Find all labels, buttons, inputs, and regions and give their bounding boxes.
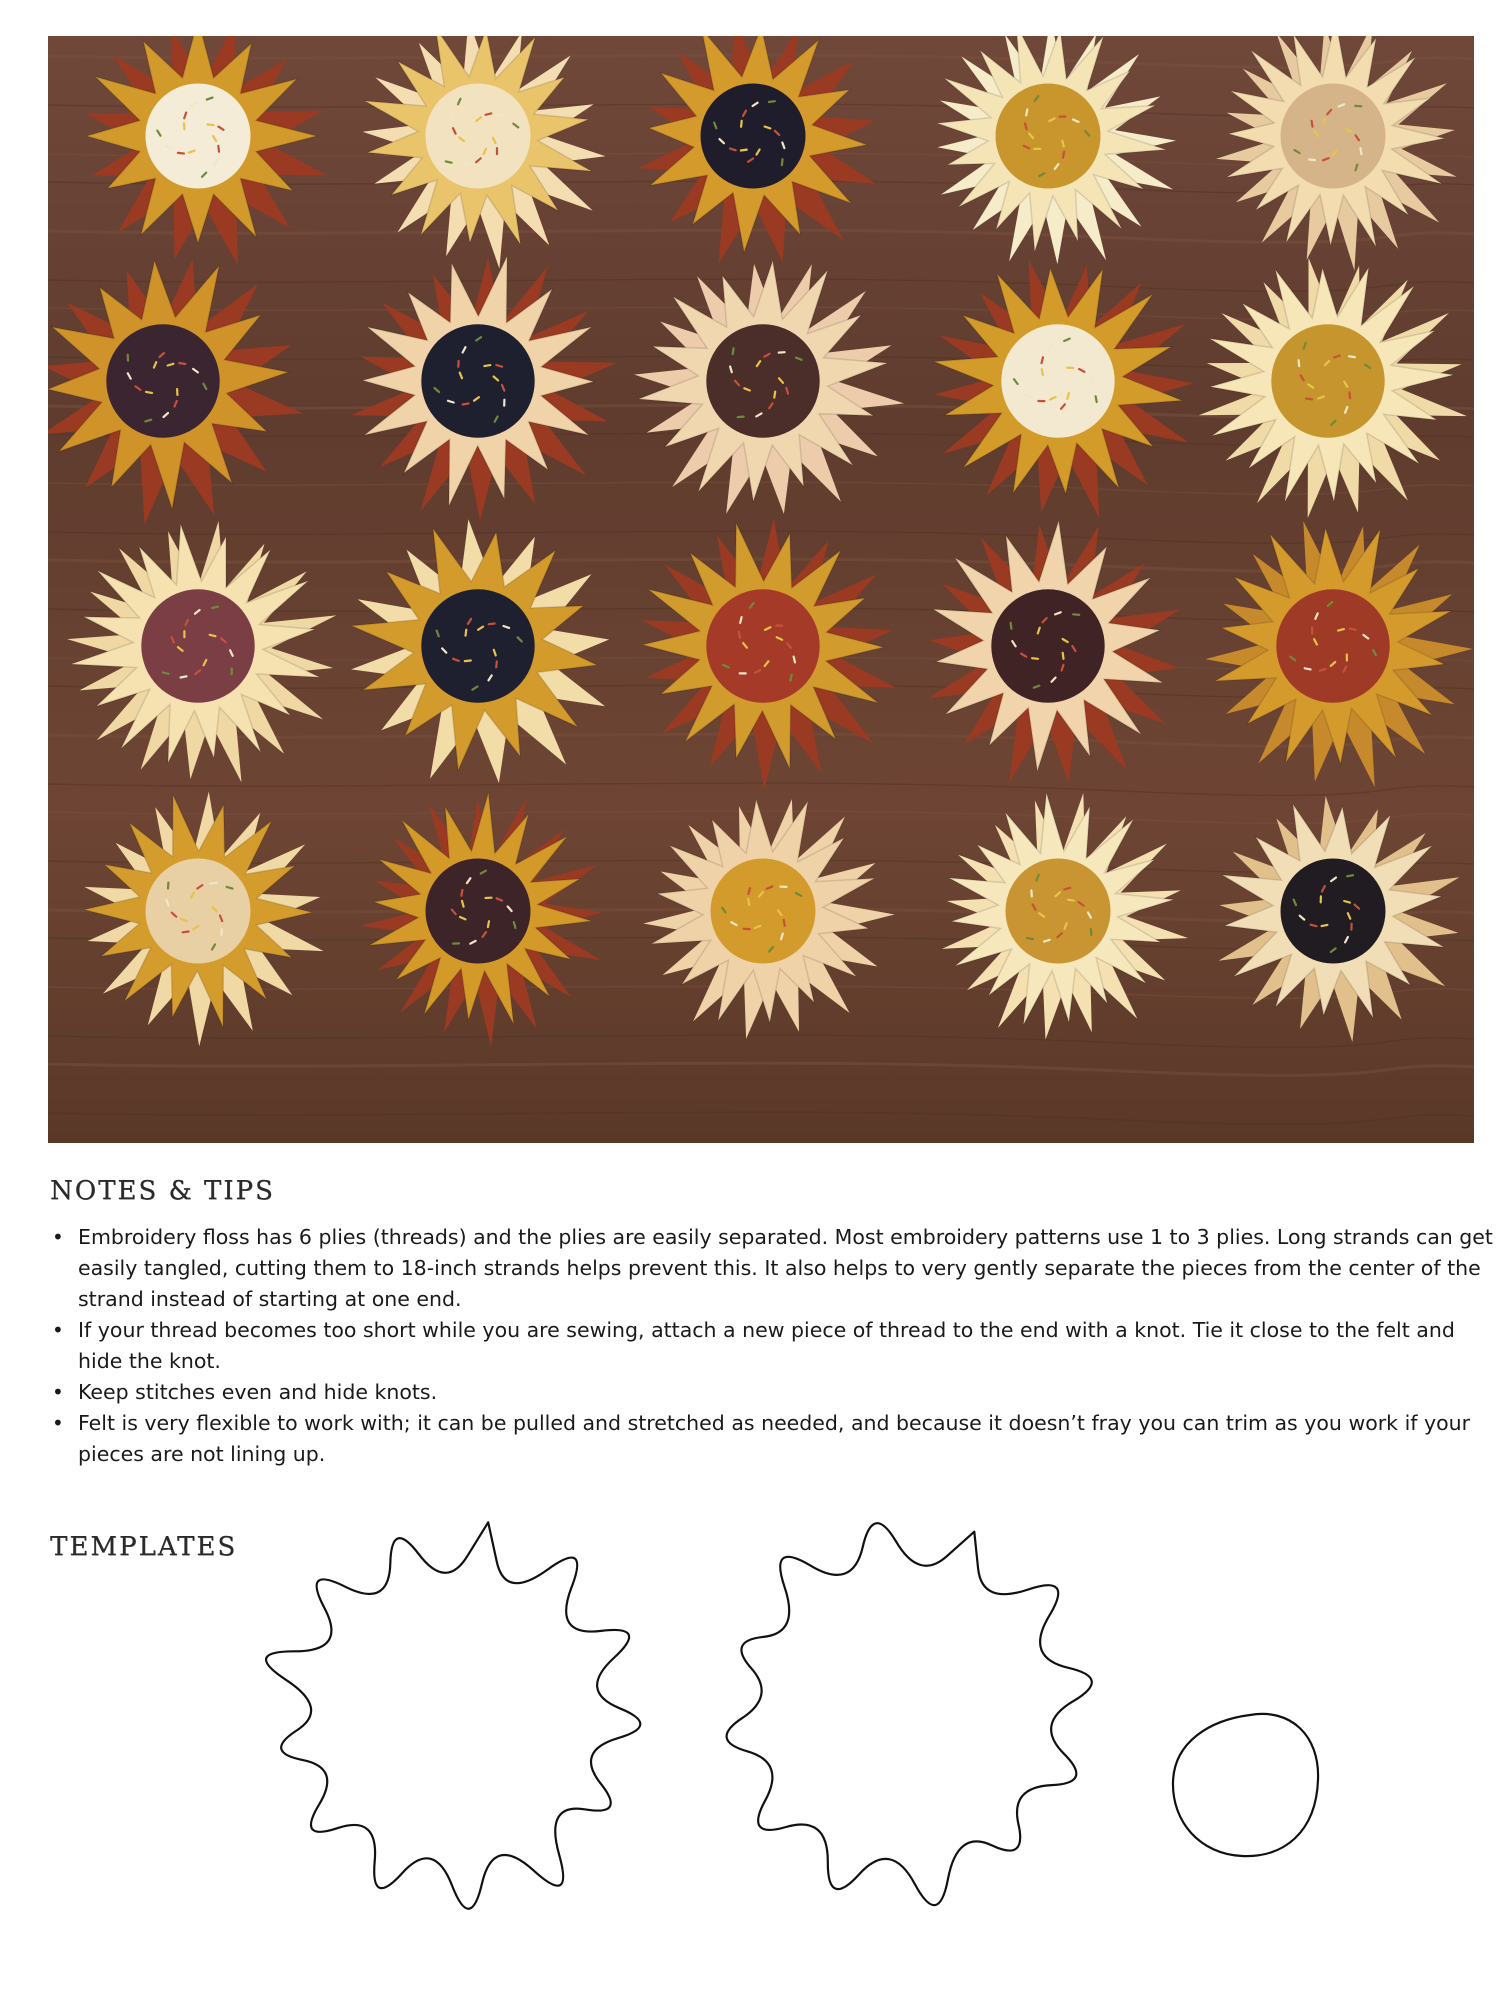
embroidery-stitch xyxy=(1026,110,1027,116)
embroidery-stitch xyxy=(465,661,471,662)
templates-heading: TEMPLATES xyxy=(50,1532,238,1562)
embroidery-stitch xyxy=(1042,357,1044,363)
embroidery-stitch xyxy=(1312,121,1313,127)
embroidery-stitch xyxy=(212,607,218,608)
flower-center xyxy=(1001,324,1114,437)
embroidery-stitch xyxy=(1299,360,1300,366)
templates-drawing xyxy=(180,1470,1430,1960)
sunflowers-photo xyxy=(48,36,1474,1143)
embroidery-stitch xyxy=(1032,658,1038,659)
embroidery-stitch xyxy=(514,922,516,928)
embroidery-stitch xyxy=(1063,653,1064,659)
embroidery-stitch xyxy=(210,635,216,636)
flower-center xyxy=(146,859,251,964)
embroidery-stitch xyxy=(1350,392,1351,398)
embroidery-stitch xyxy=(1311,925,1317,927)
embroidery-stitch xyxy=(463,403,469,404)
embroidery-stitch xyxy=(183,932,189,933)
embroidery-stitch xyxy=(1073,614,1079,615)
embroidery-stitch xyxy=(1309,160,1315,161)
embroidery-stitch xyxy=(738,417,744,418)
embroidery-stitch xyxy=(210,883,216,884)
embroidery-stitch xyxy=(489,624,495,625)
embroidery-stitch xyxy=(486,113,492,114)
embroidery-stitch xyxy=(221,929,222,935)
embroidery-stitch xyxy=(496,661,497,667)
embroidery-stitch xyxy=(741,121,742,127)
notes-heading: NOTES & TIPS xyxy=(50,1176,275,1206)
embroidery-stitch xyxy=(733,348,734,354)
embroidery-stitch xyxy=(181,676,187,677)
embroidery-stitch xyxy=(462,901,464,907)
flower-center xyxy=(141,589,254,702)
embroidery-stitch xyxy=(1322,925,1328,926)
embroidery-stitch xyxy=(461,890,462,896)
embroidery-stitch xyxy=(748,899,749,905)
embroidery-stitch xyxy=(1027,938,1033,939)
flower-center xyxy=(706,324,819,437)
embroidery-stitch xyxy=(769,101,775,102)
embroidery-stitch xyxy=(1347,875,1353,876)
embroidery-stitch xyxy=(1350,629,1356,630)
embroidery-stitch xyxy=(1096,396,1097,402)
embroidery-stitch xyxy=(741,150,747,151)
embroidery-stitch xyxy=(1305,668,1311,669)
flower-center xyxy=(1281,859,1386,964)
embroidery-stitch xyxy=(1067,393,1069,399)
embroidery-stitch xyxy=(774,392,775,398)
embroidery-stitch xyxy=(790,675,791,681)
flower-center xyxy=(996,84,1101,189)
embroidery-stitch xyxy=(1064,888,1070,890)
embroidery-stitch xyxy=(1338,629,1344,631)
center-circle-template xyxy=(1173,1714,1318,1856)
tip-item: • Felt is very flexible to work with; it can be pulled and stretched as needed, and because it doesn’t fray you can trim as you work if your pieces are not lining up. xyxy=(78,1408,1498,1470)
embroidery-stitch xyxy=(178,153,184,154)
embroidery-stitch xyxy=(484,365,490,366)
tip-item: • If your thread becomes too short while you are sewing, attach a new piece of thread to the end with a knot. Tie it close to the felt and hide the knot. xyxy=(78,1315,1498,1377)
embroidery-stitch xyxy=(463,164,469,165)
flower-center xyxy=(426,859,531,964)
embroidery-stitch xyxy=(208,124,214,125)
flower-center xyxy=(711,859,816,964)
tip-item: • Keep stitches even and hide knots. xyxy=(78,1377,1498,1408)
embroidery-stitch xyxy=(1306,399,1312,400)
embroidery-stitch xyxy=(184,123,185,129)
embroidery-stitch xyxy=(218,146,219,152)
embroidery-stitch xyxy=(1062,141,1064,147)
flower-center xyxy=(706,589,819,702)
embroidery-stitch xyxy=(739,632,740,638)
flower-center xyxy=(1281,84,1386,189)
tips-list xyxy=(50,1222,1498,1470)
embroidery-stitch xyxy=(446,161,452,162)
flower-center xyxy=(1271,324,1384,437)
embroidery-stitch xyxy=(740,617,741,623)
embroidery-stitch xyxy=(1349,356,1355,357)
flower-center xyxy=(701,84,806,189)
tip-item: • Embroidery floss has 6 plies (threads) and the plies are easily separated. Most embroidery patterns use 1 to 3 plies. Long strands can get easily tangled, cutting them to 18-inch strands helps prevent this. It also helps to very gently separate the pieces from the center of the strand instead of starting at one end. xyxy=(78,1222,1498,1315)
embroidery-stitch xyxy=(1360,148,1361,154)
medium-petal-template xyxy=(727,1523,1092,1905)
embroidery-stitch xyxy=(1344,901,1350,903)
embroidery-stitch xyxy=(146,392,152,393)
large-petal-template xyxy=(266,1522,640,1908)
embroidery-stitch xyxy=(1320,669,1326,671)
embroidery-stitch xyxy=(488,921,489,927)
embroidery-stitch xyxy=(1042,369,1043,375)
embroidery-stitch xyxy=(163,672,169,673)
flower-center xyxy=(421,324,534,437)
embroidery-stitch xyxy=(794,657,795,663)
flower-center xyxy=(426,84,531,189)
flower-center xyxy=(1006,859,1111,964)
embroidery-stitch xyxy=(784,920,785,926)
embroidery-stitch xyxy=(1063,152,1064,158)
embroidery-stitch xyxy=(1068,900,1074,901)
embroidery-stitch xyxy=(1011,623,1012,629)
flower-center xyxy=(106,324,219,437)
flower-center xyxy=(991,589,1104,702)
embroidery-stitch xyxy=(782,159,783,165)
embroidery-stitch xyxy=(179,363,185,364)
embroidery-stitch xyxy=(466,630,467,636)
embroidery-stitch xyxy=(1025,123,1027,129)
photo-drawing xyxy=(48,36,1474,1143)
flower-center xyxy=(1276,589,1389,702)
embroidery-stitch xyxy=(499,115,505,116)
